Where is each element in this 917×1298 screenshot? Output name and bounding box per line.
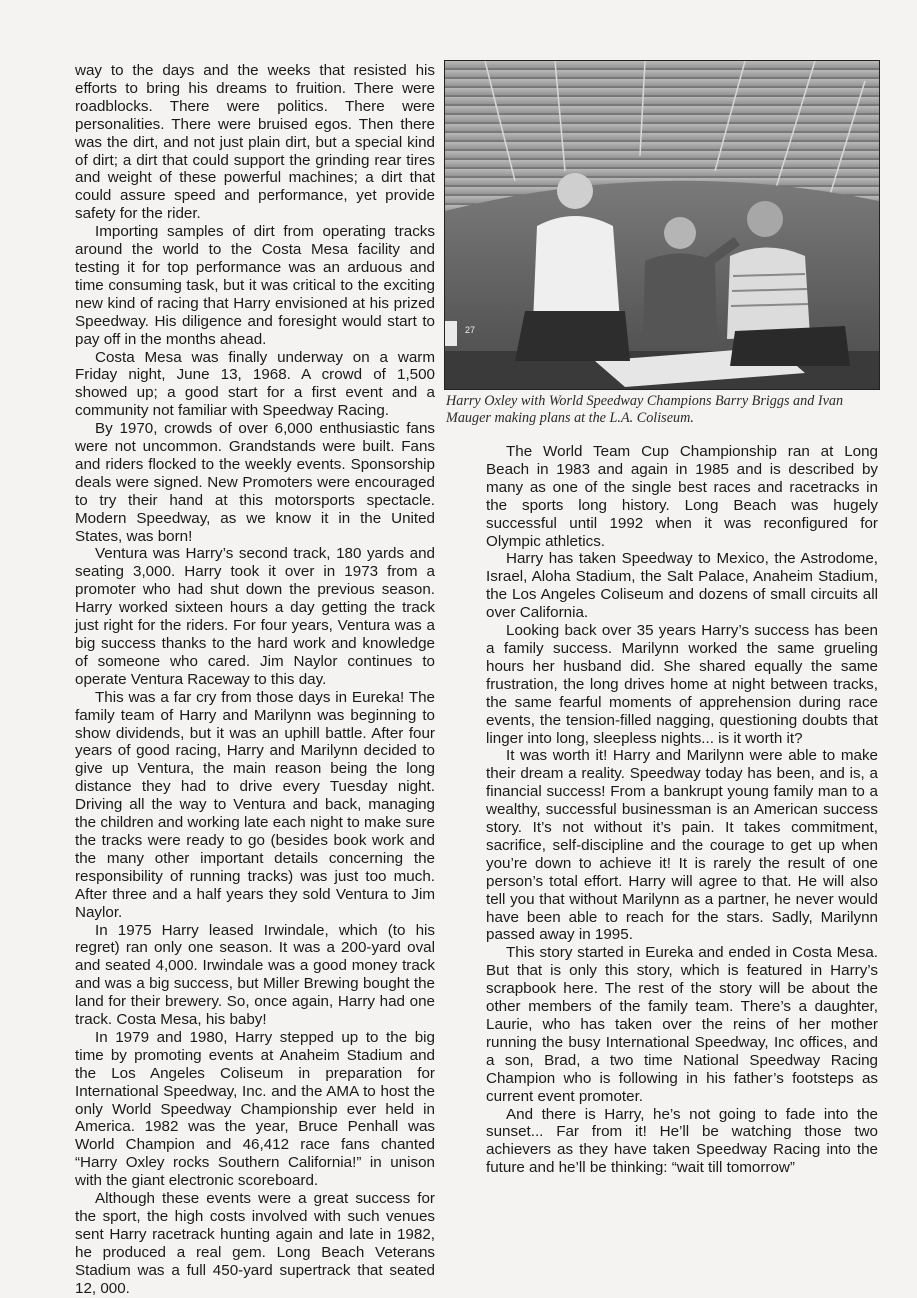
paragraph: And there is Harry, he’s not going to fade into the sunset... Far from it! He’ll be watching those two achievers as they have taken Speedway Racing into the future and he’ll be thinking: “wait till tomorrow”: [486, 1105, 878, 1177]
paragraph: By 1970, crowds of over 6,000 enthusiastic fans were not uncommon. Grandstands were built. Fans and riders flocked to the weekly events. Sponsorship deals were signed. New Promoters were encouraged to try their hand at this motorsports spectacle. Modern Speedway, as we know it in the United States, was born!: [75, 420, 435, 545]
paragraph: Costa Mesa was finally underway on a warm Friday night, June 13, 1968. A crowd of 1,500 showed up; a good start for a first event and a community not familiar with Speedway Racing.: [75, 348, 435, 420]
paragraph: This was a far cry from those days in Eureka! The family team of Harry and Marilynn was beginning to show dividends, but it was an uphill battle. After four years of good racing, Harry and Marilynn decided to give up Ventura, the main reason being the long distance they had to drive every Tuesday night. Driving all the way to Ventura and back, managing the children and working late each night to make sure the tracks were ready to go (besides book work and the many other important details concerning the responsibility of running tracks) was just too much. After three and a half years they sold Ventura to Jim Naylor.: [75, 688, 435, 921]
seat-number: 27: [465, 325, 476, 335]
paragraph: The World Team Cup Championship ran at Long Beach in 1983 and again in 1985 and is described by many as one of the single best races and racetracks in the sports long history. Long Beach was hugely successful until 1992 when it was reconfigured for Olympic athletics.: [486, 443, 878, 550]
paragraph: This story started in Eureka and ended in Costa Mesa. But that is only this story, which is featured in Harry’s scrapbook here. The rest of the story will be about the other members of the family team. There’s a daughter, Laurie, who has taken over the reins of her mother running the busy International Speedway, Inc offices, and a son, Brad, a two time National Speedway Racing Champion who is following in his father’s footsteps as current event promoter.: [486, 944, 878, 1105]
photo-caption: Harry Oxley with World Speedway Champions Barry Briggs and Ivan Mauger making plans at the L.A. Coliseum.: [446, 393, 844, 426]
paragraph: Harry has taken Speedway to Mexico, the Astrodome, Israel, Aloha Stadium, the Salt Palace, Anaheim Stadium, the Los Angeles Coliseum and dozens of small circuits all over California.: [486, 550, 878, 622]
paragraph: In 1979 and 1980, Harry stepped up to the big time by promoting events at Anaheim Stadium and the Los Angeles Coliseum in preparation for International Speedway, Inc. and the AMA to host the only World Speedway Championship ever held in America. 1982 was the year, Bruce Penhall was World Champion and 46,412 race fans chanted “Harry Oxley rocks Southern California!” in unison with the giant electronic scoreboard.: [75, 1028, 435, 1190]
paragraph: Looking back over 35 years Harry’s success has been a family success. Marilynn worked the same grueling hours her husband did. She shared equally the same frustration, the long drives home at night between tracks, the same fearful moments of apprehension during race events, the tension-filled nagging, questioning doubts that linger into long, sleepless nights... is it worth it?: [486, 622, 878, 747]
coliseum-photo: [444, 60, 880, 390]
paragraph: Importing samples of dirt from operating tracks around the world to the Costa Mesa facility and testing it for top performance was an arduous and time consuming task, but it was critical to the exciting new kind of racing that Harry envisioned at his prized Speedway. His diligence and foresight would start to pay off in the months ahead.: [75, 223, 435, 348]
left-text-column: [75, 62, 435, 1298]
right-text-column: [486, 443, 878, 1177]
paragraph: It was worth it! Harry and Marilynn were able to make their dream a reality. Speedway today has been, and is, a financial success! From a bankrupt young family man to a wealthy, successful businessman is an American success story. It’s not without it’s pain. It takes commitment, sacrifice, self-discipline and the courage to get up when you’re down to achieve it! It is rarely the result of one person’s total effort. Harry will agree to that. He will also tell you that without Marilynn as a partner, he never would have been able to reach for the stars. Sadly, Marilynn passed away in 1995.: [486, 747, 878, 944]
paragraph: way to the days and the weeks that resisted his efforts to bring his dreams to fruition. There were roadblocks. There were politics. There were personalities. There were bruised egos. Then there was the dirt, and not just plain dirt, but a special kind of dirt; a dirt that could support the grinding rear tires and weight of these powerful machines; a dirt that could assure speed and performance, yet provide safety for the rider.: [75, 62, 435, 223]
paragraph: Although these events were a great success for the sport, the high costs involved with such venues sent Harry racetrack hunting again and late in 1982, he produced a real gem. Long Beach Veterans Stadium was a full 450-yard supertrack that seated 12, 000.: [75, 1190, 435, 1297]
photo-illustration: [445, 61, 879, 389]
paragraph: Ventura was Harry’s second track, 180 yards and seating 3,000. Harry took it over in 1973 from a promoter who had shut down the previous season. Harry worked sixteen hours a day getting the track just right for the riders. For four years, Ventura was a big success thanks to the hard work and knowledge of someone who cared. Jim Naylor continues to operate Ventura Raceway to this day.: [75, 545, 435, 688]
paragraph: In 1975 Harry leased Irwindale, which (to his regret) ran only one season. It was a 200-yard oval and seated 4,000. Irwindale was a good money track and was a big success, but Miller Brewing bought the land for their brewery. So, once again, Harry had one track. Costa Mesa, his baby!: [75, 921, 435, 1029]
